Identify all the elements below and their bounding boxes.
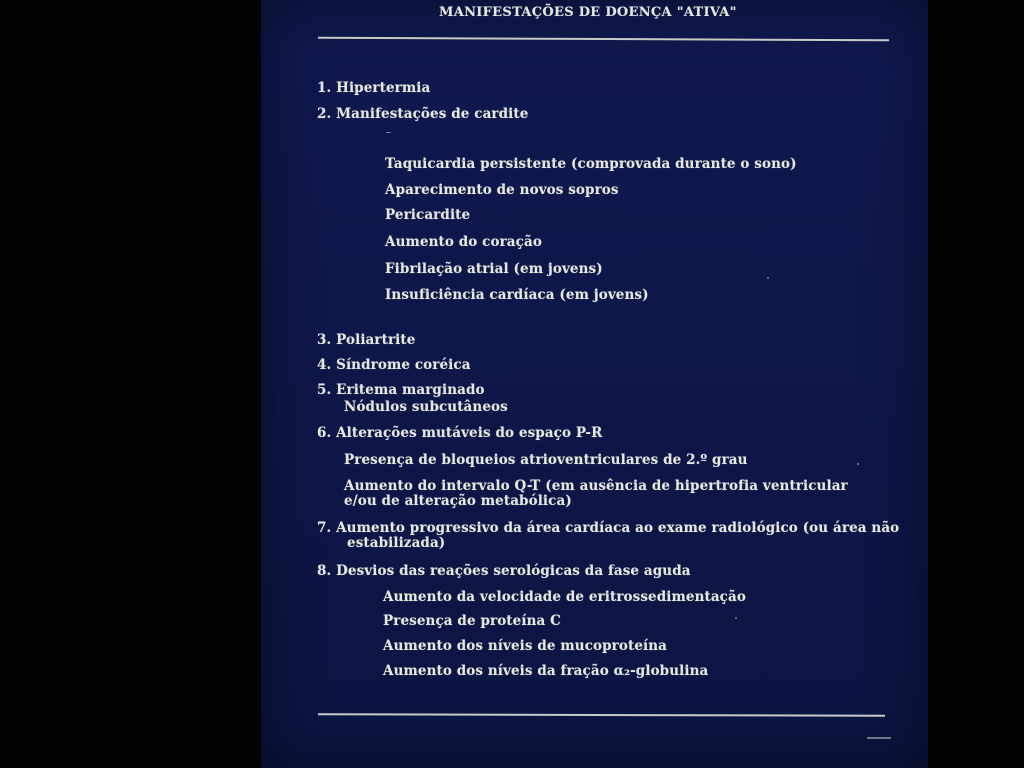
list-item-7: 7. Aumento progressivo da área cardíaca ao exame radiológico (ou área não <box>317 520 900 536</box>
list-item-2: 2. Manifestações de cardite <box>317 106 529 122</box>
list-item-6-detail-qt: Aumento do intervalo Q-T (em ausência de hipertrofia ventricular <box>344 478 848 494</box>
list-item-7-continuation: estabilizada) <box>347 535 446 551</box>
sub-item-eritrossedimentacao: Aumento da velocidade de eritrossedimentação <box>383 589 746 605</box>
list-item-6-detail-qt-continuation: e/ou de alteração metabólica) <box>344 493 572 509</box>
list-item-6-detail-bloqueios: Presença de bloqueios atrioventriculares de 2.º grau <box>344 452 748 468</box>
slide-title: MANIFESTAÇÕES DE DOENÇA "ATIVA" <box>439 5 737 20</box>
sub-item-pericardite: Pericardite <box>385 207 471 223</box>
sub-item-alfa2-globulina: Aumento dos níveis da fração α₂-globulina <box>383 663 709 679</box>
dust-speck <box>857 463 859 465</box>
dust-speck <box>767 277 769 279</box>
list-item-3: 3. Poliartrite <box>317 332 416 348</box>
bottom-edge-mark <box>867 737 891 739</box>
list-item-5: 5. Eritema marginado <box>317 382 485 398</box>
sub-item-fibrilacao: Fibrilação atrial (em jovens) <box>385 261 603 277</box>
sub-item-proteina-c: Presença de proteína C <box>383 613 561 629</box>
sub-item-taquicardia: Taquicardia persistente (comprovada durante o sono) <box>385 156 797 172</box>
list-item-4: 4. Síndrome coréica <box>317 357 471 373</box>
bottom-rule <box>318 713 885 716</box>
sub-item-mucoproteina: Aumento dos níveis de mucoproteína <box>383 638 667 654</box>
list-item-5-continuation: Nódulos subcutâneos <box>344 399 508 415</box>
sub-item-aumento-coracao: Aumento do coração <box>385 234 542 250</box>
top-rule <box>318 37 889 41</box>
list-item-6: 6. Alterações mutáveis do espaço P-R <box>317 425 603 441</box>
sub-item-insuficiencia: Insuficiência cardíaca (em jovens) <box>385 287 649 303</box>
dust-speck <box>735 617 737 619</box>
slide-panel <box>261 0 928 768</box>
list-item-1: 1. Hipertermia <box>317 80 431 96</box>
sub-item-sopros: Aparecimento de novos sopros <box>385 182 619 198</box>
list-item-8: 8. Desvios das reações serológicas da fase aguda <box>317 563 691 579</box>
dust-speck <box>386 132 391 133</box>
